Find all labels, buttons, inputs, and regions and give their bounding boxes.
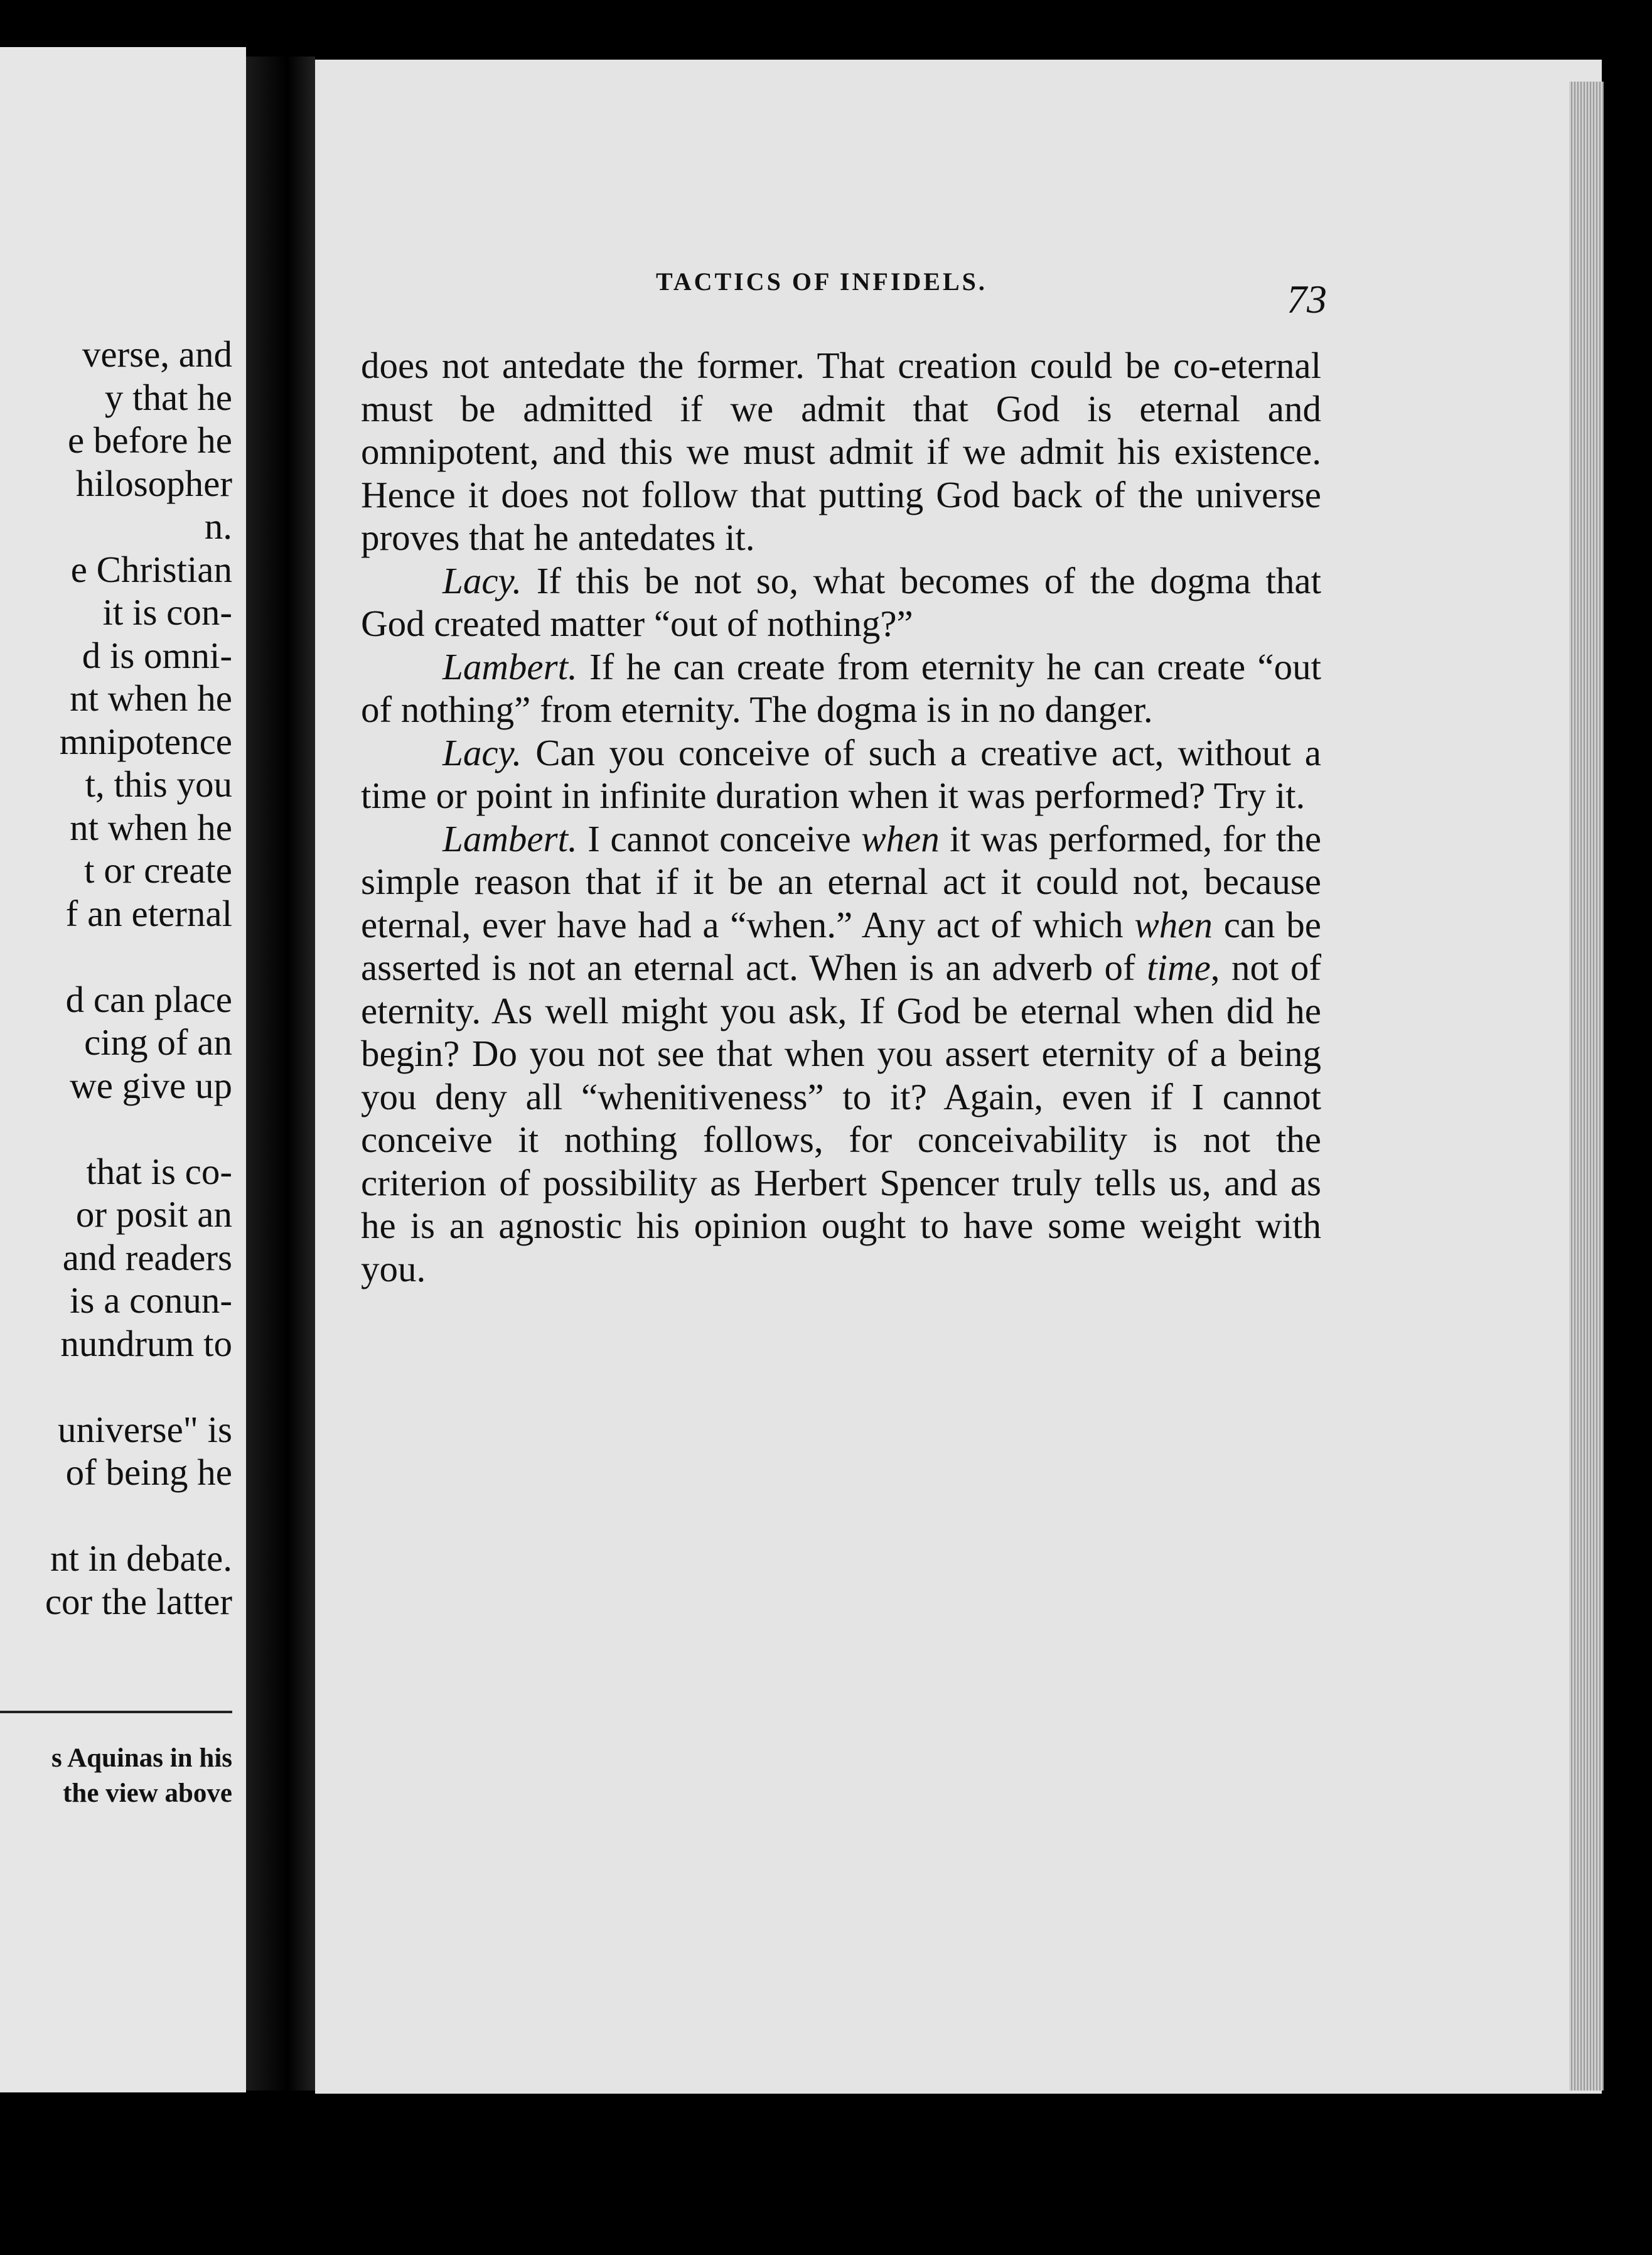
paragraph-text: If this be not so, what becomes of the dogma that God created matter “out of nothing?” — [361, 559, 1321, 644]
left-text-line — [0, 1494, 232, 1537]
left-text-line: cing of an — [84, 1021, 232, 1063]
left-text-line: nt in debate. — [50, 1537, 232, 1579]
left-text-line: cor the latter — [45, 1580, 232, 1622]
paragraph-text: , not of eternity. As well might you ask, If God be eternal when did he begin? Do you not see that when you assert eternity of a being you deny all “whenitiveness” to it? Again, even if I cannot conceive it nothing follows, for conceivability is not the criterion of possibility as Herbert Spencer truly tells us, and as he is an agnostic his opinion ought to have some weight with you. — [361, 947, 1321, 1289]
left-text-line: hilosopher — [75, 462, 232, 504]
left-text-line: t, this you — [85, 763, 232, 805]
left-text-line: universe" is — [57, 1408, 232, 1450]
paragraph — [361, 344, 1321, 559]
speaker-name: Lambert. — [442, 817, 588, 859]
footnote-line: s Aquinas in his — [51, 1743, 232, 1773]
paragraph-text: If he can create from eternity he can create “out of nothing” from eternity. The dogma is in no danger. — [361, 645, 1321, 730]
left-text-line: e Christian — [70, 548, 232, 590]
left-text-line: of being he — [65, 1451, 232, 1493]
left-text-line — [0, 935, 232, 978]
paragraph-text: can be asserted is not an eternal act. When is an adverb of — [361, 903, 1321, 988]
paragraph-text: Can you conceive of such a creative act, without a time or point in infinite duration when it was performed? Try it. — [361, 731, 1321, 816]
paragraph-text: I cannot conceive — [587, 817, 862, 859]
left-text-line: nt when he — [70, 806, 232, 848]
page-number: 73 — [1287, 277, 1327, 321]
left-text-line: verse, and — [82, 333, 232, 375]
speaker-name: Lacy. — [442, 559, 537, 601]
left-text-line: we give up — [70, 1064, 232, 1106]
emphasized-text: when — [1134, 903, 1213, 945]
left-text-line: is a conun- — [70, 1279, 232, 1321]
left-text-line: nundrum to — [60, 1322, 232, 1364]
left-text-line: d can place — [65, 978, 232, 1020]
left-text-line: and readers — [62, 1236, 232, 1278]
speaker-name: Lambert. — [442, 645, 589, 687]
paragraph — [361, 559, 1321, 645]
body-text — [361, 344, 1321, 1290]
speaker-name: Lacy. — [442, 731, 536, 773]
left-text-line: f an eternal — [65, 892, 232, 934]
left-text-line: that is co- — [86, 1150, 232, 1192]
paragraph-text: it was performed, for the simple reason that if it be an eternal act it could not, because eternal, ever have had a “when.” Any act of which — [361, 817, 1322, 945]
emphasized-text: when — [861, 817, 940, 859]
left-text-line — [0, 1365, 232, 1408]
footnote-line: the view above — [63, 1779, 232, 1808]
running-header: TACTICS OF INFIDELS. — [656, 267, 987, 296]
page-edges — [1569, 82, 1604, 2091]
left-text-line: mnipotence — [59, 720, 232, 762]
paragraph — [361, 817, 1321, 1291]
left-text-line: y that he — [104, 376, 232, 418]
left-text-line: t or create — [84, 849, 232, 891]
left-text-line: d is omni- — [82, 634, 232, 676]
book-gutter — [246, 57, 315, 2091]
left-page — [0, 47, 246, 2092]
left-text-line: or posit an — [75, 1193, 232, 1235]
paragraph — [361, 731, 1321, 817]
paragraph-text: does not antedate the former. That creation could be co-eternal must be admitted if we admit that God is eternal and omnipotent, and this we must admit if we admit his existence. Hence it does not follow that putting God back of the universe proves that he antedates it. — [361, 345, 1321, 558]
left-text-line — [0, 1107, 232, 1150]
left-text-line: e before he — [67, 419, 232, 461]
emphasized-text: time — [1147, 947, 1211, 988]
left-text-line: nt when he — [70, 677, 232, 719]
left-page-text — [0, 333, 232, 1623]
left-text-line: it is con- — [102, 591, 232, 633]
footnote-rule — [0, 1711, 232, 1713]
left-text-line: n. — [204, 505, 232, 547]
paragraph — [361, 645, 1321, 731]
left-page-footnote — [0, 1741, 232, 1811]
